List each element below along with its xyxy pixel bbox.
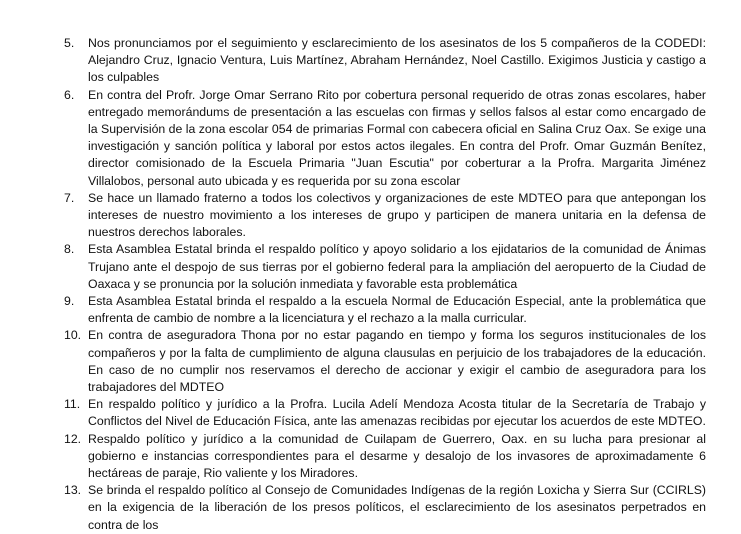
item-text: En contra de aseguradora Thona por no estar pagando en tiempo y forma los seguros institucionales de los compañeros y por la falta de cumplimiento de alguna clausulas en perjuicio de los trabajadores de la educación. En caso de no cumplir nos reservamos el derecho de accionar y exigir el cambio de aseguradora para los trabajadores del MDTEO <box>88 328 706 395</box>
resolutions-list <box>64 35 706 534</box>
item-number: 10. <box>64 328 82 343</box>
item-number: 9. <box>64 294 75 309</box>
item-number: 11. <box>64 397 81 412</box>
item-number: 12. <box>64 431 82 446</box>
item-number: 8. <box>64 242 75 257</box>
list-item <box>64 241 706 293</box>
list-item <box>64 293 706 327</box>
item-number: 13. <box>64 483 82 498</box>
list-item <box>64 431 706 483</box>
list-item <box>64 87 706 190</box>
list-item <box>64 327 706 396</box>
item-number: 6. <box>64 87 75 102</box>
item-text: Esta Asamblea Estatal brinda el respaldo político y apoyo solidario a los ejidatarios de la comunidad de Ánimas Trujano ante el despojo de sus tierras por el gobierno federal para la ampliación del aeropuerto de la Ciudad de Oaxaca y se pronuncia por la solución inmediata y favorable esta problemática <box>88 242 706 291</box>
list-item <box>64 482 706 534</box>
item-text: En contra del Profr. Jorge Omar Serrano Rito por cobertura personal requerido de otras zonas escolares, haber entregado memorándums de presentación a las escuelas con firmas y sellos falsos al estar como encargado de la Supervisión de la zona escolar 054 de primarias Formal con cabecera oficial en Salina Cruz Oax. Se exige una investigación y sanción política y laboral por estos actos ilegales. En contra del Profr. Omar Guzmán Benítez, director comisionado de la Escuela Primaria "Juan Escutia" por coberturar a la Profra. Margarita Jiménez Villalobos, personal auto ubicada y es requerida por su zona escolar <box>88 87 706 188</box>
item-text: Se hace un llamado fraterno a todos los colectivos y organizaciones de este MDTEO para que antepongan los intereses de nuestro movimiento a los intereses de grupo y participen de manera unitaria en la defensa de nuestros derechos laborales. <box>88 190 706 240</box>
item-text: En respaldo político y jurídico a la Profra. Lucila Adelí Mendoza Acosta titular de la Secretaría de Trabajo y Conflictos del Nivel de Educación Física, ante las amenazas recibidas por ejecutar los acuerdos de este MDTEO. <box>88 397 706 429</box>
item-text: Se brinda el respaldo político al Consejo de Comunidades Indígenas de la región Loxicha y Sierra Sur (CCIRLS) en la exigencia de la liberación de los presos políticos, el esclarecimiento de los asesinatos perpetrados en contra de los <box>88 483 706 532</box>
list-item <box>64 396 706 430</box>
list-item <box>64 35 706 87</box>
item-number: 7. <box>64 190 75 205</box>
list-item <box>64 190 706 242</box>
item-number: 5. <box>64 36 75 50</box>
item-text: Nos pronunciamos por el seguimiento y esclarecimiento de los asesinatos de los 5 compañeros de la CODEDI: Alejandro Cruz, Ignacio Ventura, Luis Martínez, Abraham Hernández, Noel Castillo. Exigimos Justicia y castigo a los culpables <box>88 36 706 85</box>
item-text: Esta Asamblea Estatal brinda el respaldo a la escuela Normal de Educación Especial, ante la problemática que enfrenta de cambio de nombre a la licenciatura y el rechazo a la malla curricular. <box>88 294 706 326</box>
item-text: Respaldo político y jurídico a la comunidad de Cuilapam de Guerrero, Oax. en su lucha para presionar al gobierno e instancias correspondientes para el desarme y desalojo de los invasores de aproximadamente 6 hectáreas de paraje, Rio valiente y los Miradores. <box>88 431 706 481</box>
